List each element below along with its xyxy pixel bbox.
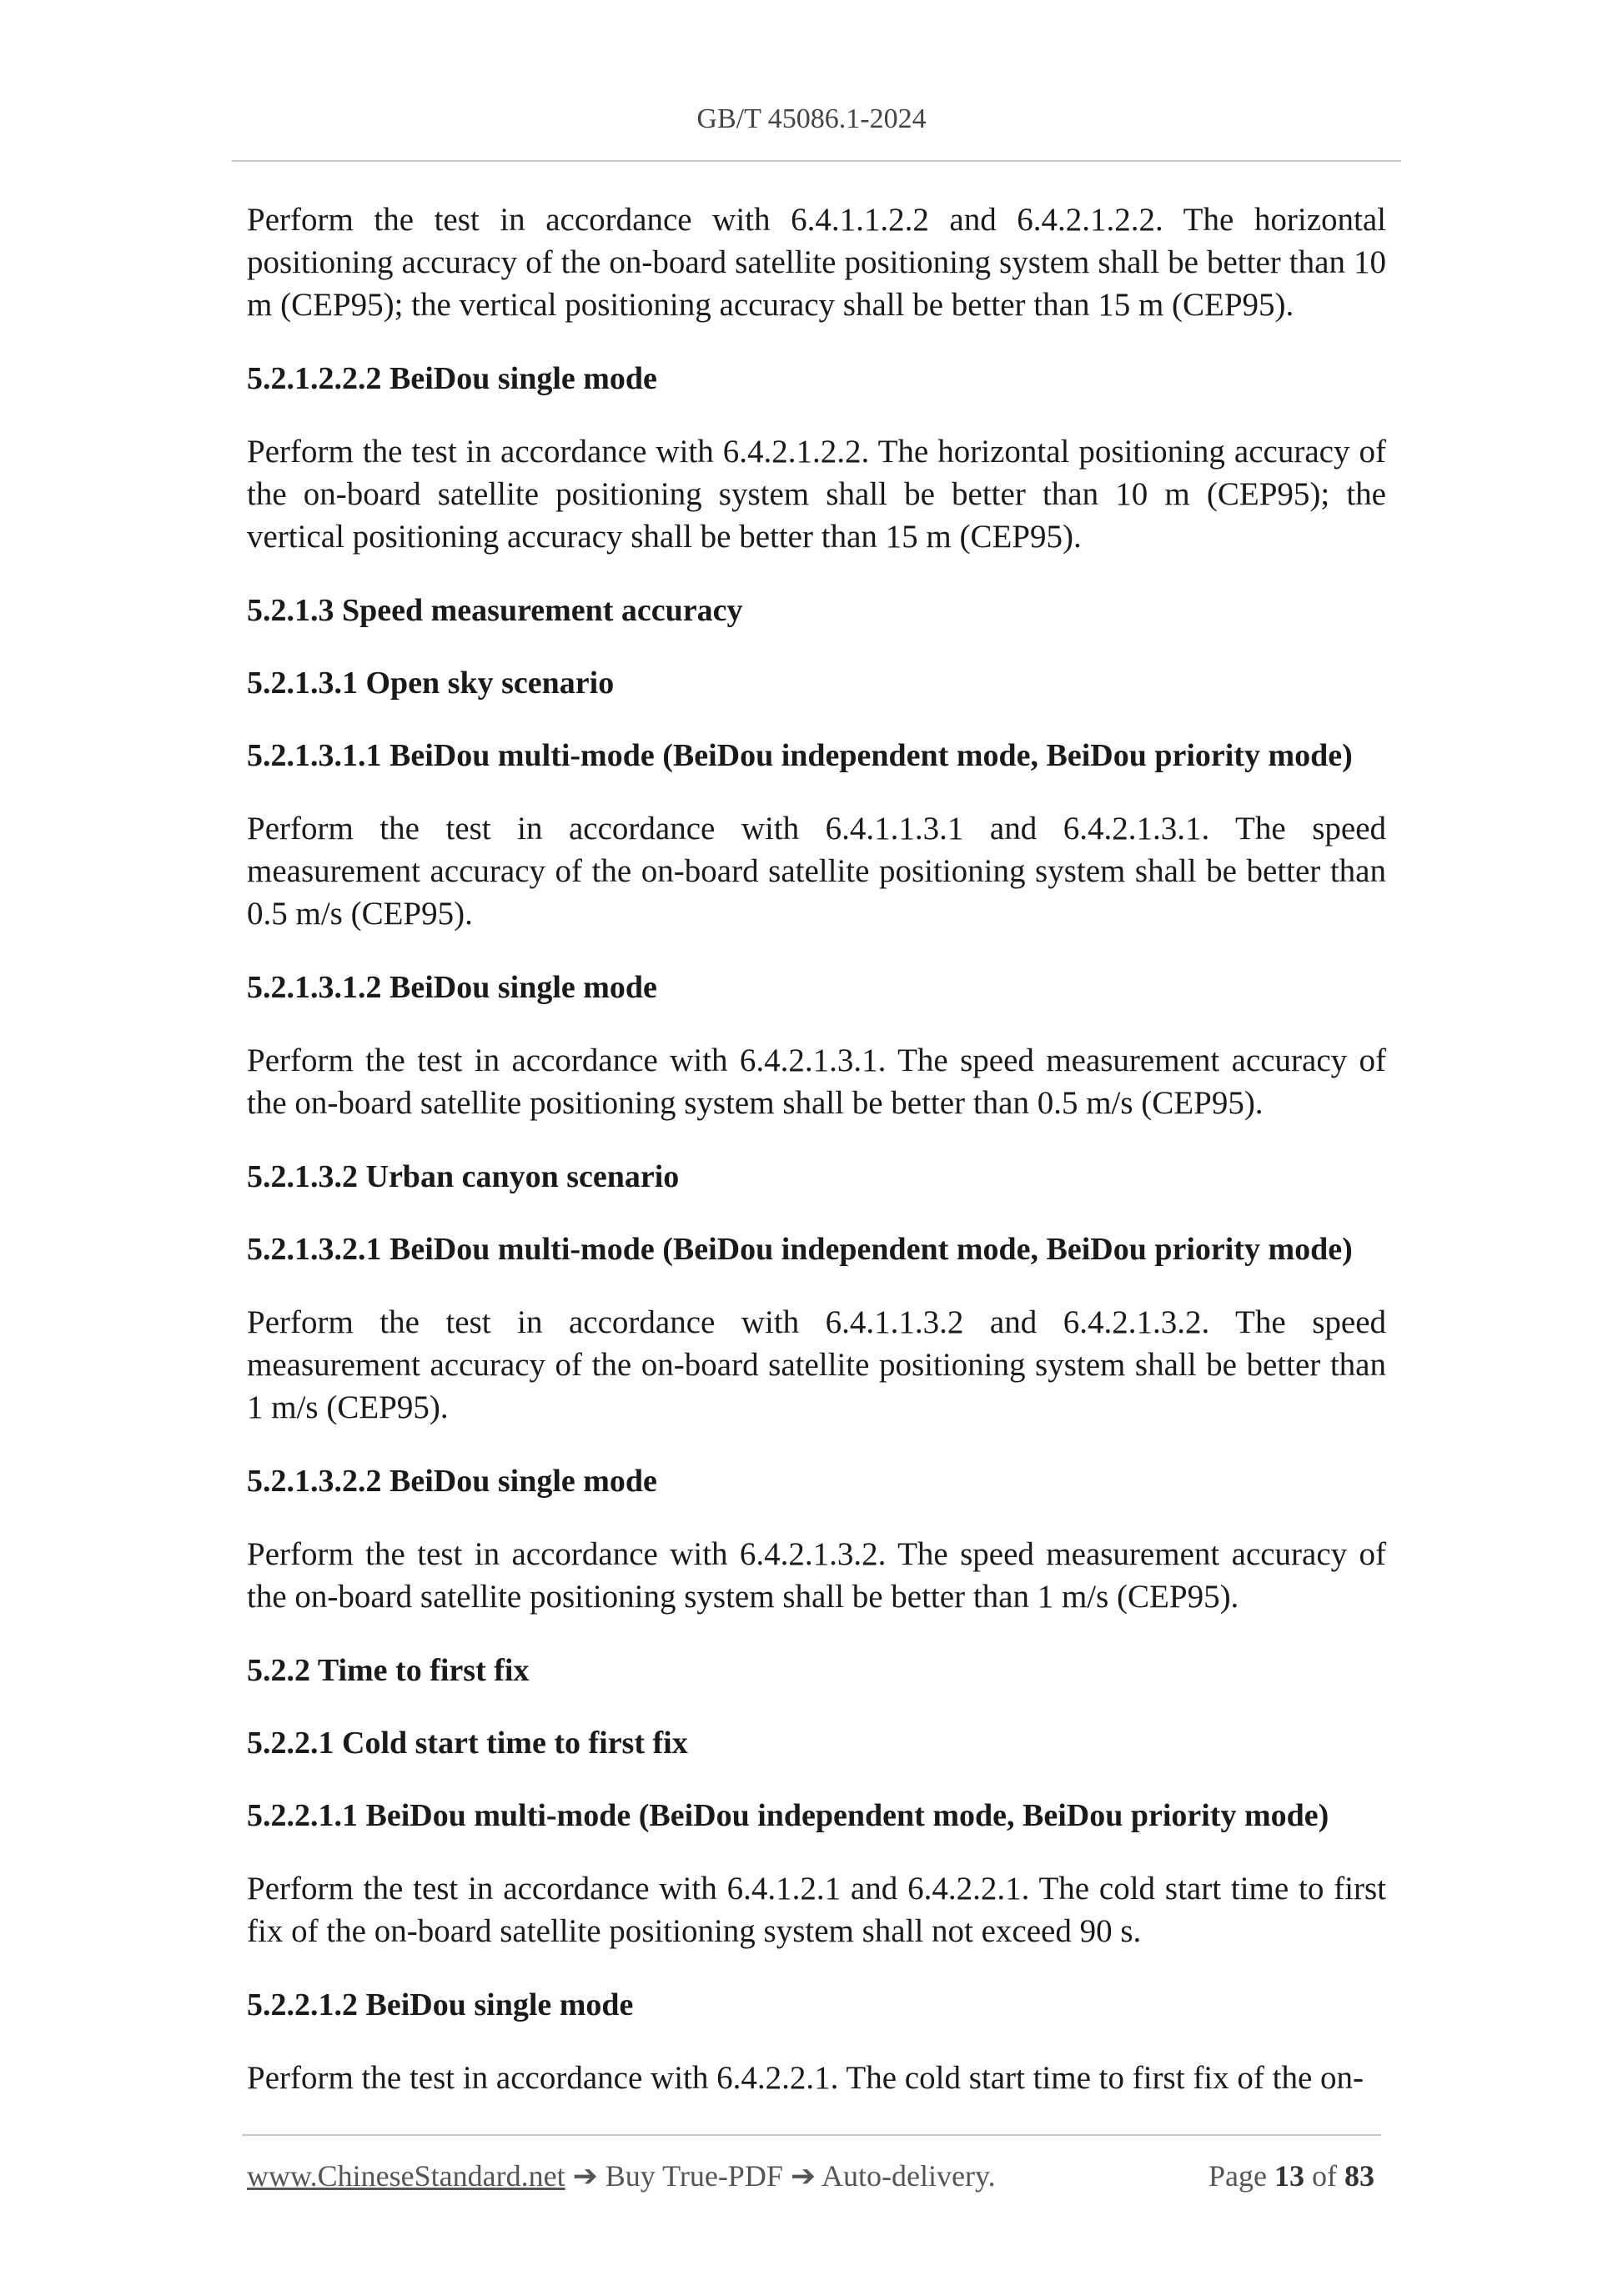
- footer-divider: [242, 2134, 1381, 2136]
- section-heading: 5.2.2.1.2 BeiDou single mode: [247, 1987, 634, 2022]
- paragraph: Perform the test in accordance with 6.4.1.1.2.2 and 6.4.2.1.2.2. The horizontal positioning accuracy of the on-board satellite positioning system shall be better than 10 m (CEP95); the vertical positioning accuracy shall be better than 15 m (CEP95).: [247, 202, 1386, 323]
- document-header: GB/T 45086.1-2024: [696, 103, 927, 134]
- section-heading: 5.2.1.2.2.2 BeiDou single mode: [247, 361, 657, 396]
- section-heading: 5.2.1.3.2 Urban canyon scenario: [247, 1159, 680, 1194]
- section-heading: 5.2.1.3.2.2 BeiDou single mode: [247, 1464, 657, 1499]
- section-heading: 5.2.1.3.2.1 BeiDou multi-mode (BeiDou independent mode, BeiDou priority mode): [247, 1232, 1353, 1267]
- paragraph: Perform the test in accordance with 6.4.1.1.3.1 and 6.4.2.1.3.1. The speed measurement accuracy of the on-board satellite positioning system shall be better than 0.5 m/s (CEP95).: [247, 811, 1386, 932]
- paragraph: Perform the test in accordance with 6.4.2.1.3.1. The speed measurement accuracy of the on-board satellite positioning system shall be better than 0.5 m/s (CEP95).: [247, 1042, 1386, 1121]
- footer-promo: [247, 2158, 996, 2193]
- page-number: [1208, 2158, 1374, 2193]
- arrow-right-icon: ➔: [790, 2159, 817, 2193]
- paragraph: Perform the test in accordance with 6.4.1.1.3.2 and 6.4.2.1.3.2. The speed measurement accuracy of the on-board satellite positioning system shall be better than 1 m/s (CEP95).: [247, 1304, 1386, 1425]
- section-heading: 5.2.2.1 Cold start time to first fix: [247, 1726, 688, 1761]
- page-label: Page: [1208, 2159, 1267, 2193]
- section-heading: 5.2.2.1.1 BeiDou multi-mode (BeiDou independent mode, BeiDou priority mode): [247, 1798, 1329, 1833]
- paragraph: Perform the test in accordance with 6.4.1.2.1 and 6.4.2.2.1. The cold start time to first fix of the on-board satellite positioning system shall not exceed 90 s.: [247, 1871, 1386, 1949]
- paragraph: Perform the test in accordance with 6.4.2.2.1. The cold start time to first fix of the on-: [247, 2060, 1364, 2096]
- page-total: 83: [1344, 2159, 1374, 2193]
- section-heading: 5.2.1.3 Speed measurement accuracy: [247, 593, 743, 628]
- section-heading: 5.2.2 Time to first fix: [247, 1653, 530, 1688]
- arrow-right-icon: ➔: [572, 2159, 598, 2193]
- paragraph: Perform the test in accordance with 6.4.2.1.3.2. The speed measurement accuracy of the on-board satellite positioning system shall be better than 1 m/s (CEP95).: [247, 1536, 1386, 1615]
- website-link[interactable]: www.ChineseStandard.net: [247, 2159, 565, 2193]
- buy-true-pdf-text: Buy True-PDF: [605, 2159, 783, 2193]
- of-label: of: [1312, 2159, 1337, 2193]
- header-divider: [232, 160, 1401, 162]
- section-heading: 5.2.1.3.1.1 BeiDou multi-mode (BeiDou independent mode, BeiDou priority mode): [247, 738, 1353, 773]
- page-current: 13: [1274, 2159, 1304, 2193]
- section-heading: 5.2.1.3.1 Open sky scenario: [247, 666, 615, 701]
- section-heading: 5.2.1.3.1.2 BeiDou single mode: [247, 970, 657, 1005]
- paragraph: Perform the test in accordance with 6.4.2.1.2.2. The horizontal positioning accuracy of the on-board satellite positioning system shall be better than 10 m (CEP95); the vertical positioning accuracy shall be better than 15 m (CEP95).: [247, 434, 1386, 555]
- auto-delivery-text: Auto-delivery.: [822, 2159, 996, 2193]
- document-body: [247, 198, 1386, 2131]
